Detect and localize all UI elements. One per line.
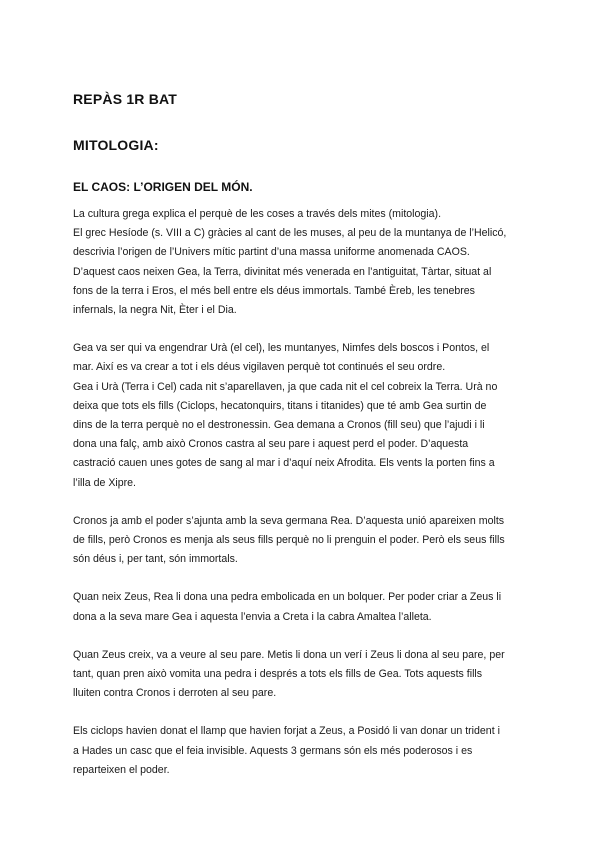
paragraph [73,205,543,320]
text-line: de fills, però Cronos es menja als seus fills perquè no li prenguin el poder. Però els seus fills [73,534,505,547]
paragraph [73,588,543,626]
text-line: dona a la seva mare Gea i aquesta l’envia a Creta i la cabra Amaltea l’alleta. [73,610,432,623]
text-line: infernals, la negra Nit, Èter i el Dia. [73,304,237,317]
text-line: fons de la terra i Eros, el més bell entre els déus immortals. També Èreb, les tenebres [73,284,475,297]
text-line: Gea va ser qui va engendrar Urà (el cel), les muntanyes, Nimfes dels boscos i Pontos, el [73,342,490,355]
paragraph [73,722,543,780]
text-line: a Hades un casc que el feia invisible. Aquests 3 germans són els més poderosos i es [73,744,473,757]
text-line: Quan Zeus creix, va a veure al seu pare. Metis li dona un verí i Zeus li dona al seu pare, per [73,648,505,661]
text-line: castració cauen unes gotes de sang al mar i d’aquí neix Afrodita. Els vents la porten fins a [73,457,495,470]
text-line: dona una falç, amb això Cronos castra al seu pare i aquest perd el poder. D’aquesta [73,438,469,451]
text-line: tant, quan pren això vomita una pedra i després a tots els fills de Gea. Tots aquests fills [73,668,483,681]
text-line: El grec Hesíode (s. VIII a C) gràcies al cant de les muses, al peu de la muntanya de l’Helicó, [73,227,507,240]
text-line: lluiten contra Cronos i derroten al seu pare. [73,687,277,700]
text-line: l’illa de Xipre. [73,476,137,489]
document-body [73,205,543,799]
text-line: descrivia l’origen de l’Univers mític partint d’una massa uniforme anomenada CAOS. [73,246,470,259]
text-line: deixa que tots els fills (Ciclops, hecatonquirs, titans i titanides) que té amb Gea surtin de [73,399,487,412]
section-heading: EL CAOS: L’ORIGEN DEL MÓN. [73,180,253,194]
text-line: Gea i Urà (Terra i Cel) cada nit s’aparellaven, ja que cada nit el cel cobreix la Terra. Urà no [73,380,498,393]
text-line: D’aquest caos neixen Gea, la Terra, divinitat més venerada en l’antiguitat, Tàrtar, situat al [73,265,492,278]
document-title: REPÀS 1R BAT [73,91,178,107]
text-line: Els ciclops havien donat el llamp que havien forjat a Zeus, a Posidó li van donar un trident i [73,725,500,738]
paragraph [73,646,543,704]
document-subtitle: MITOLOGIA: [73,137,159,153]
paragraph [73,512,543,570]
text-line: dins de la terra perquè no el destronessin. Gea demana a Cronos (fill seu) que l’ajudi i li [73,419,485,432]
text-line: són déus i, per tant, són immortals. [73,553,238,566]
paragraph [73,339,543,493]
text-line: La cultura grega explica el perquè de les coses a través dels mites (mitologia). [73,208,442,220]
text-line: Quan neix Zeus, Rea li dona una pedra embolicada en un bolquer. Per poder criar a Zeus li [73,591,502,604]
text-line: Cronos ja amb el poder s’ajunta amb la seva germana Rea. D’aquesta unió apareixen molts [73,514,505,527]
text-line: mar. Així es va crear a tot i els déus vigilaven perquè tot continués el seu ordre. [73,361,446,374]
text-line: reparteixen el poder. [73,763,170,776]
